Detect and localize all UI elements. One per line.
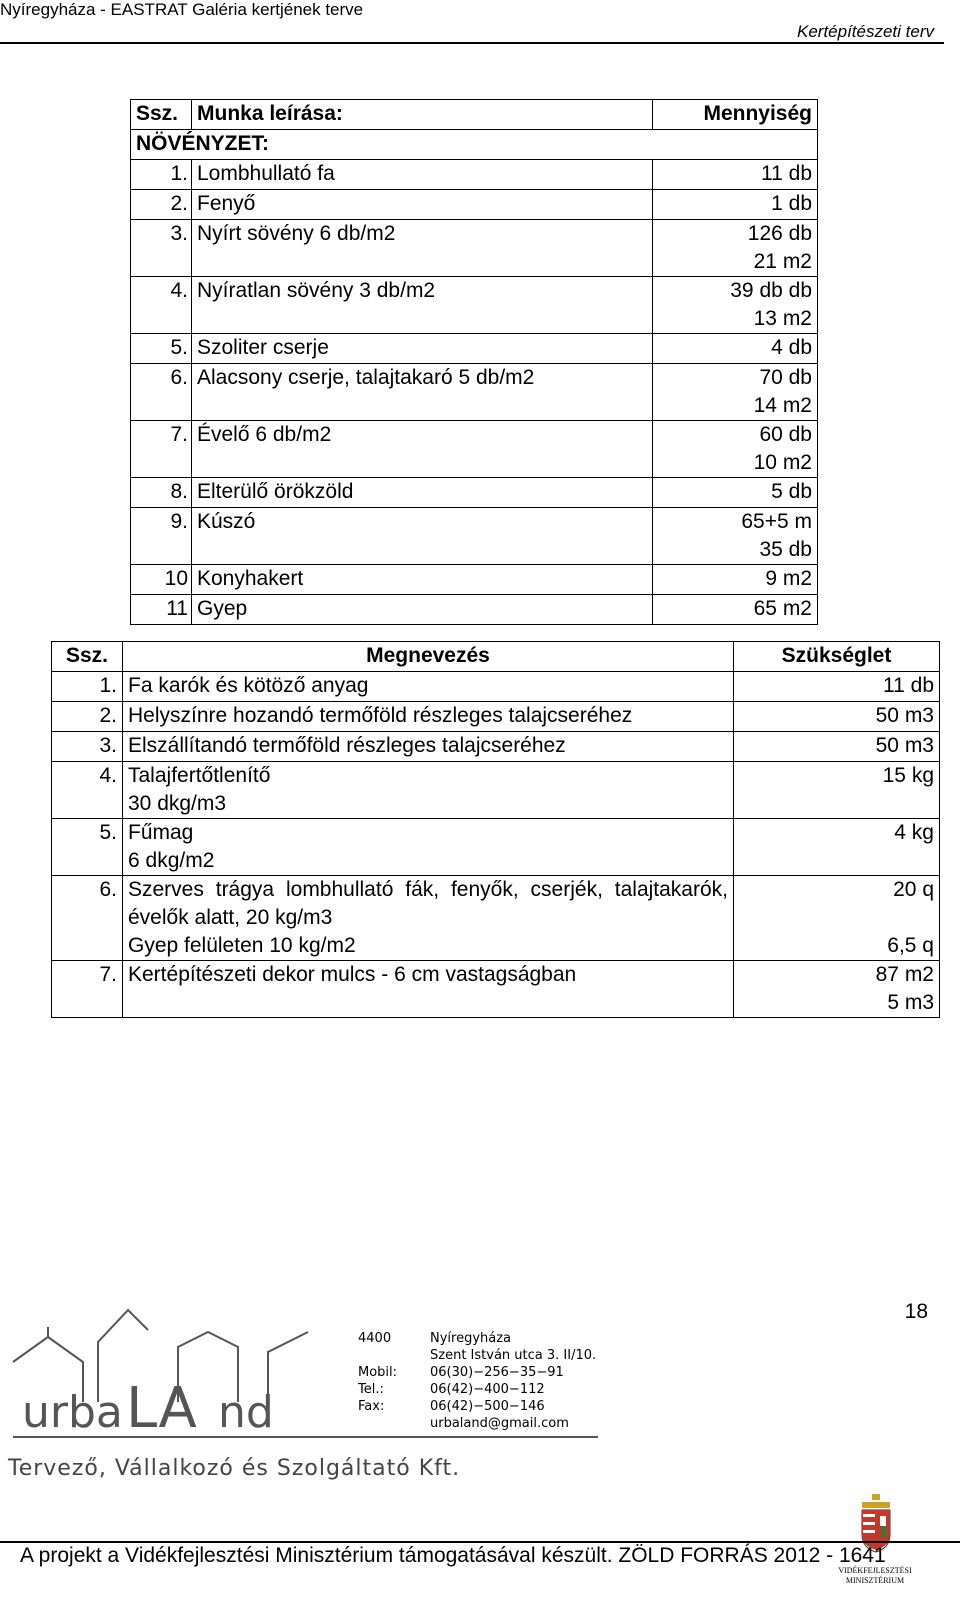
row-description: Nyíratlan sövény 3 db/m2 (192, 277, 653, 334)
table-row (131, 277, 818, 334)
table-row (52, 702, 940, 732)
row-description: Konyhakert (192, 565, 653, 595)
col-quantity: Mennyiség (653, 100, 818, 130)
row-quantity: 87 m2 5 m3 (734, 961, 940, 1018)
table-row (52, 876, 940, 961)
logo-text-upper: LA (126, 1376, 197, 1441)
row-number: 5. (131, 334, 192, 364)
row-description: Alacsony cserje, talajtakaró 5 db/m2 (192, 364, 653, 421)
mobile: 06(30)−256−35−91 (430, 1365, 564, 1380)
fax: 06(42)−500−146 (430, 1399, 545, 1414)
section-row (131, 130, 818, 160)
row-quantity: 65 m2 (653, 595, 818, 625)
svg-text:nd: nd (218, 1387, 274, 1438)
postal-code: 4400 (358, 1331, 392, 1346)
row-description: Gyep (192, 595, 653, 625)
table-row (131, 160, 818, 190)
row-description: Talajfertőtlenítő 30 dkg/m3 (123, 762, 734, 819)
row-quantity: 11 db (653, 160, 818, 190)
mobile-label: Mobil: (358, 1365, 398, 1380)
row-number: 8. (131, 478, 192, 508)
ministry-label: VIDÉKFEJLESZTÉSI MINISZTÉRIUM (838, 1566, 912, 1585)
row-number: 6. (52, 876, 123, 961)
header-subtitle: Kertépítészeti terv (796, 22, 934, 41)
row-quantity: 126 db 21 m2 (653, 220, 818, 277)
footer-divider (0, 1541, 960, 1543)
row-quantity: 11 db (734, 672, 940, 702)
materials-table (51, 641, 940, 1018)
row-number: 1. (131, 160, 192, 190)
row-quantity: 15 kg (734, 762, 940, 819)
row-description: Fűmag 6 dkg/m2 (123, 819, 734, 876)
row-number: 11 (131, 595, 192, 625)
table-row (131, 364, 818, 421)
table-row (131, 334, 818, 364)
row-number: 10 (131, 565, 192, 595)
row-number: 4. (131, 277, 192, 334)
row-description: Fa karók és kötöző anyag (123, 672, 734, 702)
table-row (131, 508, 818, 565)
header-divider (0, 42, 944, 44)
planting-table-header (131, 100, 818, 130)
table-row (131, 478, 818, 508)
table-row (131, 190, 818, 220)
row-number: 2. (131, 190, 192, 220)
materials-table-header (52, 642, 940, 672)
company-contact (358, 1330, 596, 1432)
row-number: 2. (52, 702, 123, 732)
row-quantity: 9 m2 (653, 565, 818, 595)
row-description: Lombhullató fa (192, 160, 653, 190)
row-number: 7. (52, 961, 123, 1018)
row-quantity: 20 q 6,5 q (734, 876, 940, 961)
row-quantity: 50 m3 (734, 702, 940, 732)
col-requirement: Szükséglet (734, 642, 940, 672)
table-row (131, 220, 818, 277)
col-description: Munka leírása: (192, 100, 653, 130)
row-description: Fenyő (192, 190, 653, 220)
row-quantity: 4 db (653, 334, 818, 364)
row-quantity: 60 db 10 m2 (653, 421, 818, 478)
logo-text-lower: urba (22, 1387, 123, 1438)
row-number: 6. (131, 364, 192, 421)
row-number: 3. (131, 220, 192, 277)
row-quantity: 4 kg (734, 819, 940, 876)
table-row (52, 819, 940, 876)
table-row (52, 732, 940, 762)
row-quantity: 1 db (653, 190, 818, 220)
email: urbaland@gmail.com (430, 1416, 569, 1431)
footer-text: A projekt a Vidékfejlesztési Minisztérium támogatásával készült. ZÖLD FORRÁS 2012 - 1641 (20, 1544, 886, 1567)
tel: 06(42)−400−112 (430, 1382, 545, 1397)
section-title: NÖVÉNYZET: (136, 132, 270, 155)
page-number: 18 (904, 1300, 928, 1323)
tel-label: Tel.: (358, 1382, 384, 1397)
table-row (131, 565, 818, 595)
row-quantity: 50 m3 (734, 732, 940, 762)
row-description: Kertépítészeti dekor mulcs - 6 cm vastagságban (123, 961, 734, 1018)
row-quantity: 65+5 m 35 db (653, 508, 818, 565)
row-number: 3. (52, 732, 123, 762)
table-row (52, 961, 940, 1018)
row-quantity: 5 db (653, 478, 818, 508)
row-description: Szerves trágya lombhullató fák, fenyők, cserjék, talajtakarók, évelők alatt, 20 kg/m3 Gyep felületen 10 kg/m2 (123, 876, 734, 961)
row-number: 4. (52, 762, 123, 819)
row-number: 5. (52, 819, 123, 876)
row-number: 9. (131, 508, 192, 565)
col-ssz: Ssz. (131, 100, 192, 130)
row-number: 1. (52, 672, 123, 702)
table-row (131, 421, 818, 478)
row-quantity: 39 db db 13 m2 (653, 277, 818, 334)
col-ssz: Ssz. (52, 642, 123, 672)
header-title: Nyíregyháza - EASTRAT Galéria kertjének terve (0, 0, 364, 19)
fax-label: Fax: (358, 1399, 385, 1414)
row-description: Szoliter cserje (192, 334, 653, 364)
table-row (52, 762, 940, 819)
table-row (131, 595, 818, 625)
row-description: Évelő 6 db/m2 (192, 421, 653, 478)
row-description: Nyírt sövény 6 db/m2 (192, 220, 653, 277)
row-description: Elterülő örökzöld (192, 478, 653, 508)
city: Nyíregyháza (430, 1331, 512, 1346)
company-tagline: Tervező, Vállalkozó és Szolgáltató Kft. (8, 1456, 461, 1481)
row-description: Elszállítandó termőföld részleges talajcseréhez (123, 732, 734, 762)
street: Szent István utca 3. II/10. (430, 1348, 597, 1363)
row-quantity: 70 db 14 m2 (653, 364, 818, 421)
row-description: Kúszó (192, 508, 653, 565)
table-row (52, 672, 940, 702)
col-name: Megnevezés (123, 642, 734, 672)
planting-table (130, 99, 818, 625)
row-description: Helyszínre hozandó termőföld részleges talajcseréhez (123, 702, 734, 732)
row-number: 7. (131, 421, 192, 478)
